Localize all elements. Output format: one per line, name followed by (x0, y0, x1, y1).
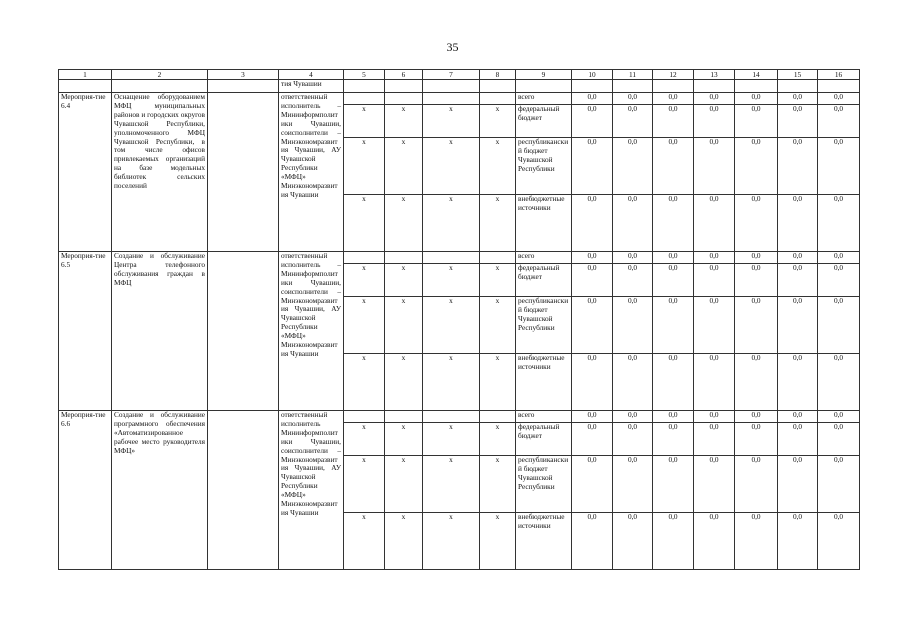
value-cell: 0,0 (818, 252, 860, 264)
value-cell: 0,0 (818, 264, 860, 297)
value-cell: 0,0 (778, 513, 818, 570)
event-executor: ответственный исполнитель Мининформполитики Чувашии, соисполнители – Минэкономразвития Чувашии, АУ Чувашской Республики «МФЦ» Минэкономразвития Чувашии (279, 411, 344, 570)
header-cell: 4 (279, 70, 344, 80)
value-cell: 0,0 (613, 354, 653, 411)
x-mark-cell: x (344, 264, 385, 297)
x-mark-cell (344, 411, 385, 423)
table-row (59, 252, 860, 264)
x-mark-cell: x (423, 105, 480, 138)
funding-source: федеральный бюджет (516, 423, 572, 456)
value-cell: 0,0 (653, 513, 694, 570)
x-mark-cell: x (423, 513, 480, 570)
empty-cell (208, 93, 279, 252)
header-cell: 14 (735, 70, 778, 80)
value-cell: 0,0 (653, 195, 694, 252)
value-cell: 0,0 (613, 138, 653, 195)
x-mark-cell: x (385, 264, 423, 297)
empty-cell (208, 252, 279, 411)
funding-source: федеральный бюджет (516, 105, 572, 138)
value-cell: 0,0 (572, 456, 613, 513)
header-cell: 11 (613, 70, 653, 80)
x-mark-cell: x (385, 138, 423, 195)
value-cell: 0,0 (735, 138, 778, 195)
x-mark-cell: x (480, 297, 516, 354)
value-cell: 0,0 (613, 513, 653, 570)
x-mark-cell: x (423, 456, 480, 513)
value-cell: 0,0 (735, 93, 778, 105)
value-cell: 0,0 (653, 411, 694, 423)
x-mark-cell: x (480, 105, 516, 138)
x-mark-cell: x (423, 195, 480, 252)
value-cell: 0,0 (653, 354, 694, 411)
x-mark-cell: x (344, 105, 385, 138)
value-cell: 0,0 (694, 297, 735, 354)
value-cell: 0,0 (778, 264, 818, 297)
value-cell: 0,0 (613, 252, 653, 264)
x-mark-cell: x (385, 423, 423, 456)
value-cell: 0,0 (653, 138, 694, 195)
funding-source: всего (516, 252, 572, 264)
header-row (59, 70, 860, 80)
x-mark-cell (480, 411, 516, 423)
value-cell: 0,0 (653, 264, 694, 297)
value-cell: 0,0 (778, 252, 818, 264)
value-cell: 0,0 (778, 105, 818, 138)
x-mark-cell: x (344, 423, 385, 456)
x-mark-cell (385, 93, 423, 105)
executor-continuation: тия Чувашии (279, 80, 344, 93)
value-cell: 0,0 (653, 423, 694, 456)
event-description: Оснащение оборудованием МФЦ муниципальных районов и городских округов Чувашской Республики, уполномоченного МФЦ Чувашской Республики, в том числе офисов привлекаемых организаций на базе модельных библиотек сельских поселений (112, 93, 208, 252)
x-mark-cell: x (344, 456, 385, 513)
value-cell: 0,0 (613, 411, 653, 423)
x-mark-cell: x (480, 354, 516, 411)
event-description: Создание и обслуживание программного обеспечения «Автоматизированное рабочее место руководителя МФЦ» (112, 411, 208, 570)
x-mark-cell: x (480, 138, 516, 195)
x-mark-cell: x (480, 423, 516, 456)
x-mark-cell (423, 411, 480, 423)
funding-source: всего (516, 93, 572, 105)
value-cell: 0,0 (818, 411, 860, 423)
value-cell: 0,0 (735, 456, 778, 513)
header-cell: 1 (59, 70, 112, 80)
value-cell: 0,0 (653, 105, 694, 138)
value-cell: 0,0 (778, 423, 818, 456)
value-cell: 0,0 (694, 423, 735, 456)
x-mark-cell: x (385, 456, 423, 513)
x-mark-cell (480, 252, 516, 264)
value-cell: 0,0 (653, 252, 694, 264)
funding-source: внебюджетные источники (516, 354, 572, 411)
x-mark-cell: x (480, 456, 516, 513)
x-mark-cell: x (344, 297, 385, 354)
funding-source: внебюджетные источники (516, 513, 572, 570)
event-executor: ответственный исполнитель – Мининформполитики Чувашии, соисполнители – Минэкономразвития Чувашии, АУ Чувашской Республики «МФЦ» Минэкономразвития Чувашии (279, 93, 344, 252)
value-cell: 0,0 (735, 264, 778, 297)
value-cell: 0,0 (694, 195, 735, 252)
event-description: Создание и обслуживание Центра телефонного обслуживания граждан в МФЦ (112, 252, 208, 411)
value-cell: 0,0 (818, 105, 860, 138)
continuation-row (59, 80, 860, 93)
event-number: Мероприя-тие 6.4 (59, 93, 112, 252)
value-cell: 0,0 (613, 264, 653, 297)
event-executor: ответственный исполнитель – Мининформполитики Чувашии, соисполнители – Минэкономразвития Чувашии, АУ Чувашской Республики «МФЦ» Минэкономразвития Чувашии (279, 252, 344, 411)
value-cell: 0,0 (818, 354, 860, 411)
x-mark-cell: x (385, 297, 423, 354)
header-cell: 12 (653, 70, 694, 80)
value-cell: 0,0 (818, 423, 860, 456)
empty-cell (208, 411, 279, 570)
value-cell: 0,0 (572, 411, 613, 423)
value-cell: 0,0 (613, 456, 653, 513)
value-cell: 0,0 (735, 195, 778, 252)
x-mark-cell: x (423, 423, 480, 456)
x-mark-cell (480, 93, 516, 105)
value-cell: 0,0 (613, 93, 653, 105)
x-mark-cell (344, 93, 385, 105)
x-mark-cell: x (480, 513, 516, 570)
header-cell: 9 (516, 70, 572, 80)
value-cell: 0,0 (818, 138, 860, 195)
value-cell: 0,0 (778, 456, 818, 513)
x-mark-cell (385, 252, 423, 264)
value-cell: 0,0 (572, 297, 613, 354)
event-number: Мероприя-тие 6.5 (59, 252, 112, 411)
table-row (59, 93, 860, 105)
header-cell: 10 (572, 70, 613, 80)
x-mark-cell: x (385, 195, 423, 252)
value-cell: 0,0 (694, 264, 735, 297)
value-cell: 0,0 (653, 456, 694, 513)
x-mark-cell (344, 252, 385, 264)
x-mark-cell: x (385, 513, 423, 570)
event-number: Мероприя-тие 6.6 (59, 411, 112, 570)
value-cell: 0,0 (818, 513, 860, 570)
table-row (59, 411, 860, 423)
value-cell: 0,0 (735, 513, 778, 570)
budget-table (58, 69, 860, 570)
value-cell: 0,0 (694, 252, 735, 264)
value-cell: 0,0 (572, 105, 613, 138)
value-cell: 0,0 (818, 93, 860, 105)
value-cell: 0,0 (572, 252, 613, 264)
funding-source: республиканский бюджет Чувашской Республики (516, 138, 572, 195)
value-cell: 0,0 (778, 354, 818, 411)
value-cell: 0,0 (735, 297, 778, 354)
funding-source: республиканский бюджет Чувашской Республики (516, 456, 572, 513)
value-cell: 0,0 (818, 456, 860, 513)
value-cell: 0,0 (778, 138, 818, 195)
value-cell: 0,0 (778, 411, 818, 423)
page-number: 35 (446, 40, 459, 54)
x-mark-cell: x (423, 297, 480, 354)
header-cell: 3 (208, 70, 279, 80)
value-cell: 0,0 (694, 354, 735, 411)
value-cell: 0,0 (572, 423, 613, 456)
value-cell: 0,0 (735, 252, 778, 264)
value-cell: 0,0 (694, 411, 735, 423)
value-cell: 0,0 (735, 105, 778, 138)
value-cell: 0,0 (572, 93, 613, 105)
value-cell: 0,0 (694, 138, 735, 195)
header-cell: 15 (778, 70, 818, 80)
value-cell: 0,0 (613, 297, 653, 354)
header-cell: 16 (818, 70, 860, 80)
value-cell: 0,0 (572, 513, 613, 570)
x-mark-cell: x (480, 264, 516, 297)
x-mark-cell (385, 411, 423, 423)
value-cell: 0,0 (613, 195, 653, 252)
x-mark-cell: x (423, 264, 480, 297)
x-mark-cell: x (344, 513, 385, 570)
value-cell: 0,0 (653, 93, 694, 105)
value-cell: 0,0 (818, 297, 860, 354)
value-cell: 0,0 (735, 354, 778, 411)
funding-source: всего (516, 411, 572, 423)
funding-source: республиканский бюджет Чувашской Республики (516, 297, 572, 354)
header-cell: 6 (385, 70, 423, 80)
funding-source: внебюджетные источники (516, 195, 572, 252)
header-cell: 13 (694, 70, 735, 80)
value-cell: 0,0 (778, 93, 818, 105)
x-mark-cell: x (344, 195, 385, 252)
x-mark-cell: x (423, 354, 480, 411)
value-cell: 0,0 (572, 354, 613, 411)
x-mark-cell: x (344, 354, 385, 411)
value-cell: 0,0 (613, 105, 653, 138)
header-cell: 2 (112, 70, 208, 80)
x-mark-cell (423, 93, 480, 105)
value-cell: 0,0 (778, 297, 818, 354)
header-cell: 5 (344, 70, 385, 80)
value-cell: 0,0 (735, 423, 778, 456)
value-cell: 0,0 (778, 195, 818, 252)
value-cell: 0,0 (818, 195, 860, 252)
x-mark-cell: x (385, 105, 423, 138)
value-cell: 0,0 (694, 93, 735, 105)
value-cell: 0,0 (694, 513, 735, 570)
value-cell: 0,0 (572, 264, 613, 297)
value-cell: 0,0 (572, 138, 613, 195)
value-cell: 0,0 (613, 423, 653, 456)
x-mark-cell: x (344, 138, 385, 195)
x-mark-cell: x (480, 195, 516, 252)
header-cell: 8 (480, 70, 516, 80)
funding-source: федеральный бюджет (516, 264, 572, 297)
x-mark-cell (423, 252, 480, 264)
value-cell: 0,0 (735, 411, 778, 423)
value-cell: 0,0 (572, 195, 613, 252)
value-cell: 0,0 (694, 105, 735, 138)
header-cell: 7 (423, 70, 480, 80)
x-mark-cell: x (385, 354, 423, 411)
groups-body (59, 93, 860, 570)
value-cell: 0,0 (694, 456, 735, 513)
x-mark-cell: x (423, 138, 480, 195)
value-cell: 0,0 (653, 297, 694, 354)
